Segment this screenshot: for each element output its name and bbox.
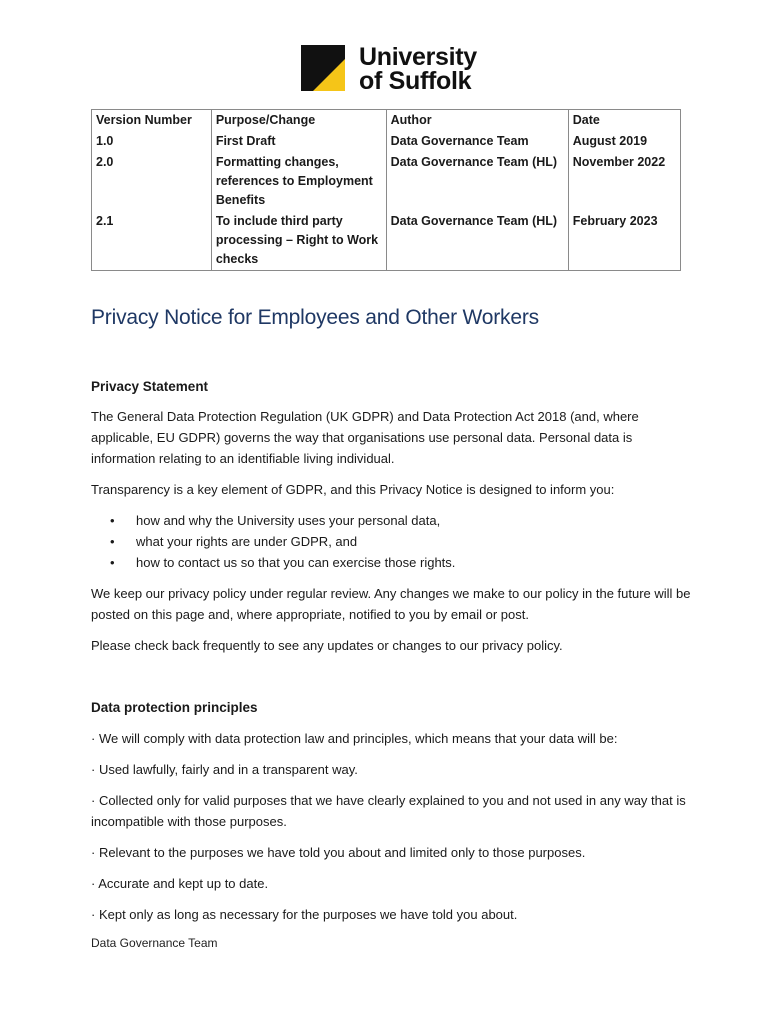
cell-version: 2.0	[92, 152, 212, 211]
cell-purpose: To include third party processing – Right to Work checks	[211, 211, 386, 271]
header-date: Date	[568, 110, 680, 132]
list-item: • what your rights are under GDPR, and	[136, 531, 691, 552]
table-row	[92, 152, 681, 211]
logo-line-2: of Suffolk	[359, 67, 472, 95]
cell-version: 2.1	[92, 211, 212, 271]
cell-purpose: First Draft	[211, 131, 386, 152]
cell-date: August 2019	[568, 131, 680, 152]
table-header-row	[92, 110, 681, 132]
cell-date: February 2023	[568, 211, 680, 271]
privacy-statement-heading: Privacy Statement	[91, 379, 209, 394]
page-title: Privacy Notice for Employees and Other Workers	[91, 306, 539, 329]
cell-version: 1.0	[92, 131, 212, 152]
principle-item: · Used lawfully, fairly and in a transparent way.	[91, 762, 358, 777]
version-history-table	[91, 109, 681, 271]
header-version: Version Number	[92, 110, 212, 132]
principle-item: · Relevant to the purposes we have told you about and limited only to those purposes.	[91, 845, 586, 860]
cell-date: November 2022	[568, 152, 680, 211]
page-footer: Data Governance Team	[91, 936, 218, 950]
principle-item: · Collected only for valid purposes that we have clearly explained to you and not used in any way that is incompatible with those purposes.	[91, 793, 686, 829]
cell-author: Data Governance Team (HL)	[386, 211, 568, 271]
inform-list	[91, 510, 691, 573]
privacy-statement-section	[91, 376, 691, 656]
principles-heading: Data protection principles	[91, 700, 258, 715]
list-item: • how to contact us so that you can exercise those rights.	[136, 552, 691, 573]
privacy-statement-paragraph: The General Data Protection Regulation (UK GDPR) and Data Protection Act 2018 (and, where applicable, EU GDPR) governs the way that organisations use personal data. Personal data is information relating to an identifiable living individual.	[91, 409, 639, 466]
list-item: • how and why the University uses your personal data,	[136, 510, 691, 531]
cell-purpose: Formatting changes, references to Employment Benefits	[211, 152, 386, 211]
principle-item: · Kept only as long as necessary for the purposes we have told you about.	[91, 907, 518, 922]
check-back-paragraph: Please check back frequently to see any updates or changes to our privacy policy.	[91, 638, 563, 653]
principles-section	[91, 697, 691, 925]
university-logo	[301, 45, 477, 93]
logo-line-1: University	[359, 43, 477, 71]
review-paragraph: We keep our privacy policy under regular review. Any changes we make to our policy in the future will be posted on this page and, where appropriate, notified to you by email or post.	[91, 586, 691, 622]
logo-mark-icon	[301, 45, 345, 91]
header-purpose: Purpose/Change	[211, 110, 386, 132]
logo-wordmark	[359, 45, 477, 93]
principle-item: · Accurate and kept up to date.	[91, 876, 269, 891]
table-row	[92, 211, 681, 271]
transparency-paragraph: Transparency is a key element of GDPR, and this Privacy Notice is designed to inform you:	[91, 482, 615, 497]
principle-item: · We will comply with data protection law and principles, which means that your data will be:	[91, 731, 618, 746]
cell-author: Data Governance Team (HL)	[386, 152, 568, 211]
cell-author: Data Governance Team	[386, 131, 568, 152]
table-row	[92, 131, 681, 152]
header-author: Author	[386, 110, 568, 132]
